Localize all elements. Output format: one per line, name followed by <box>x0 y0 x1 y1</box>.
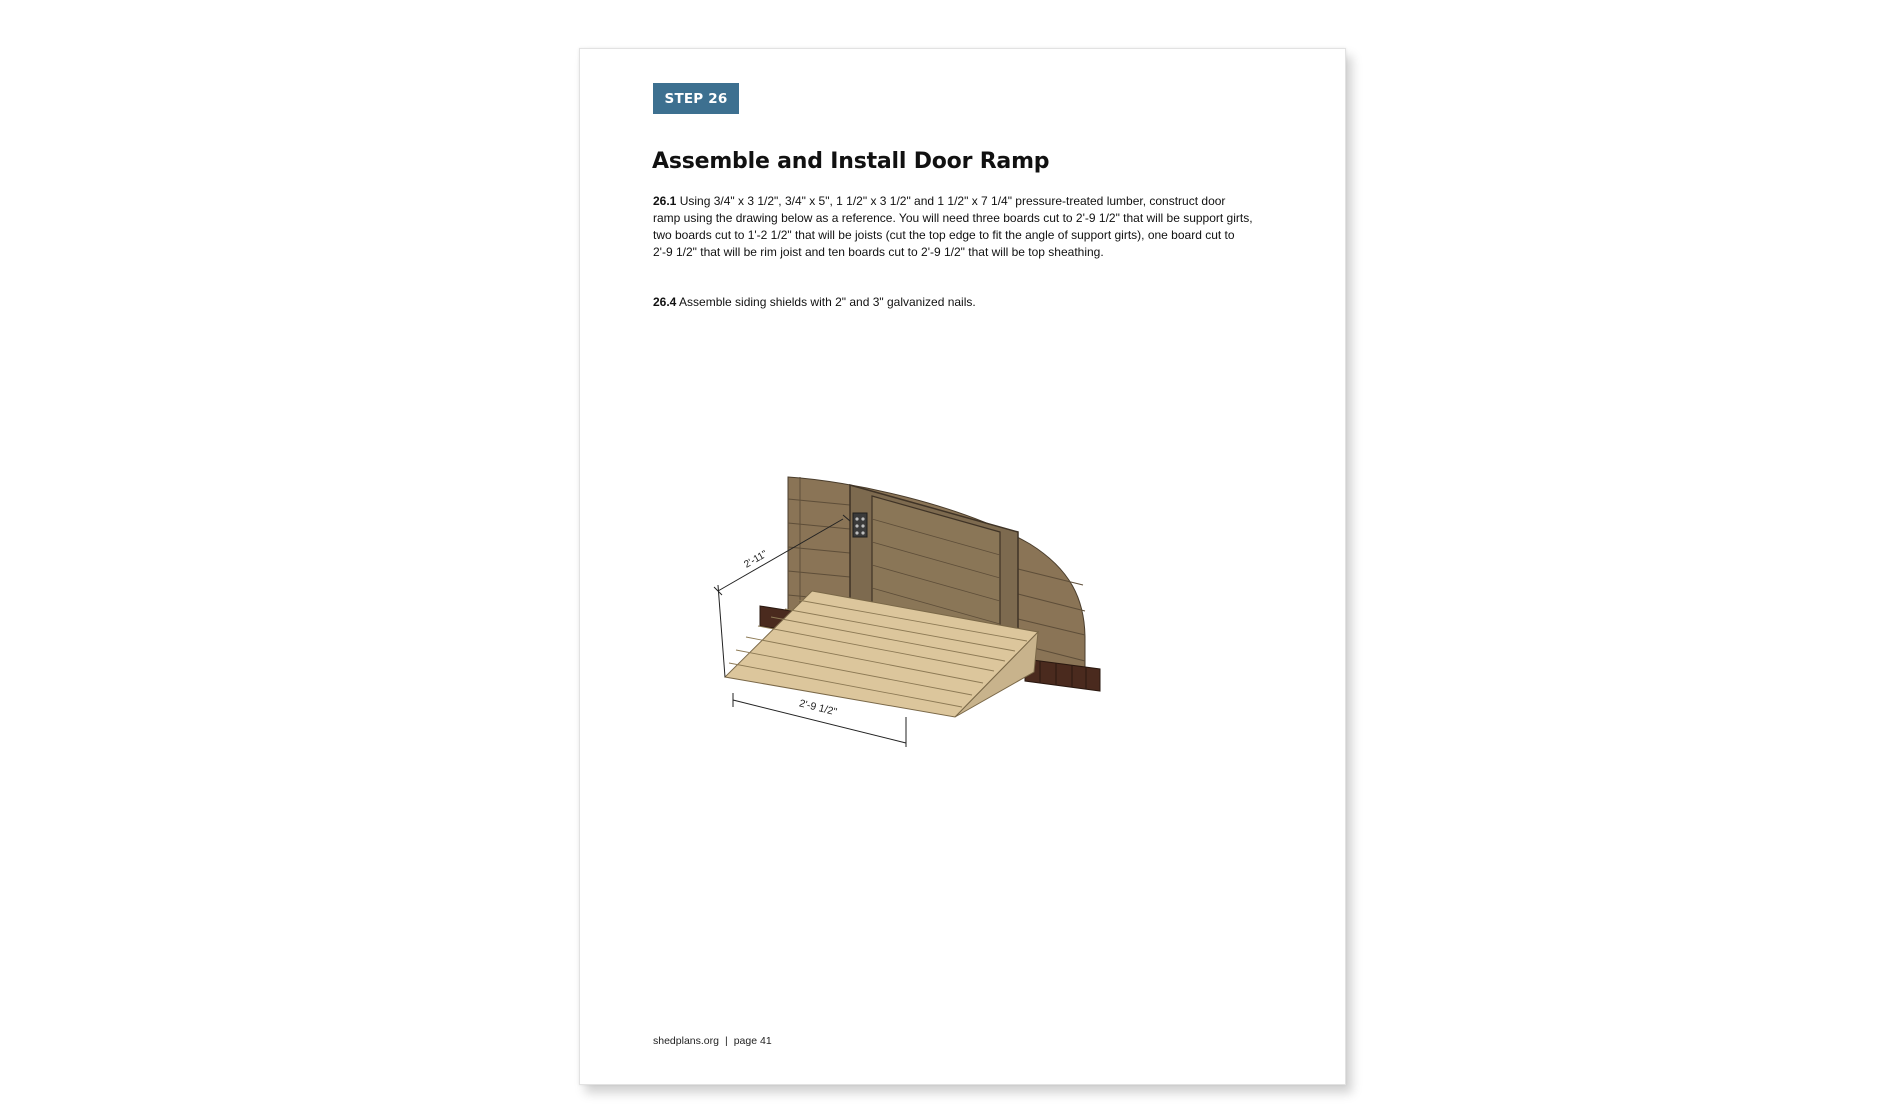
door-ramp-illustration <box>700 419 1170 799</box>
instruction-26-1 <box>653 193 1253 261</box>
instruction-text: Using 3/4" x 3 1/2", 3/4" x 5", 1 1/2" x 3 1/2" and 1 1/2" x 7 1/4" pressure-treated lumber, construct door ramp using the drawing below as a reference. You will need three boards cut to 2'-9 1/2" that will be support girts, two boards cut to 1'-2 1/2" that will be joists (cut the top edge to fit the angle of support girts), one board cut to 2'-9 1/2" that will be rim joist and ten boards cut to 2'-9 1/2" that will be top sheathing. <box>653 194 1253 259</box>
page-title: Assemble and Install Door Ramp <box>652 149 1050 174</box>
page-footer <box>653 1035 772 1047</box>
instruction-text: Assemble siding shields with 2" and 3" galvanized nails. <box>679 295 976 309</box>
step-badge: STEP 26 <box>653 83 739 114</box>
instruction-26-4 <box>653 294 1253 311</box>
document-page <box>579 48 1346 1085</box>
footer-page-number: page 41 <box>733 1035 772 1047</box>
depth-dimension-label: 2'-11" <box>742 548 770 571</box>
width-dimension-label: 2'-9 1/2" <box>797 697 839 719</box>
hinge-icon <box>853 513 867 537</box>
instruction-number: 26.1 <box>653 194 677 208</box>
instruction-number: 26.4 <box>653 295 677 309</box>
footer-site: shedplans.org <box>653 1035 719 1047</box>
footer-separator: | <box>724 1035 728 1047</box>
